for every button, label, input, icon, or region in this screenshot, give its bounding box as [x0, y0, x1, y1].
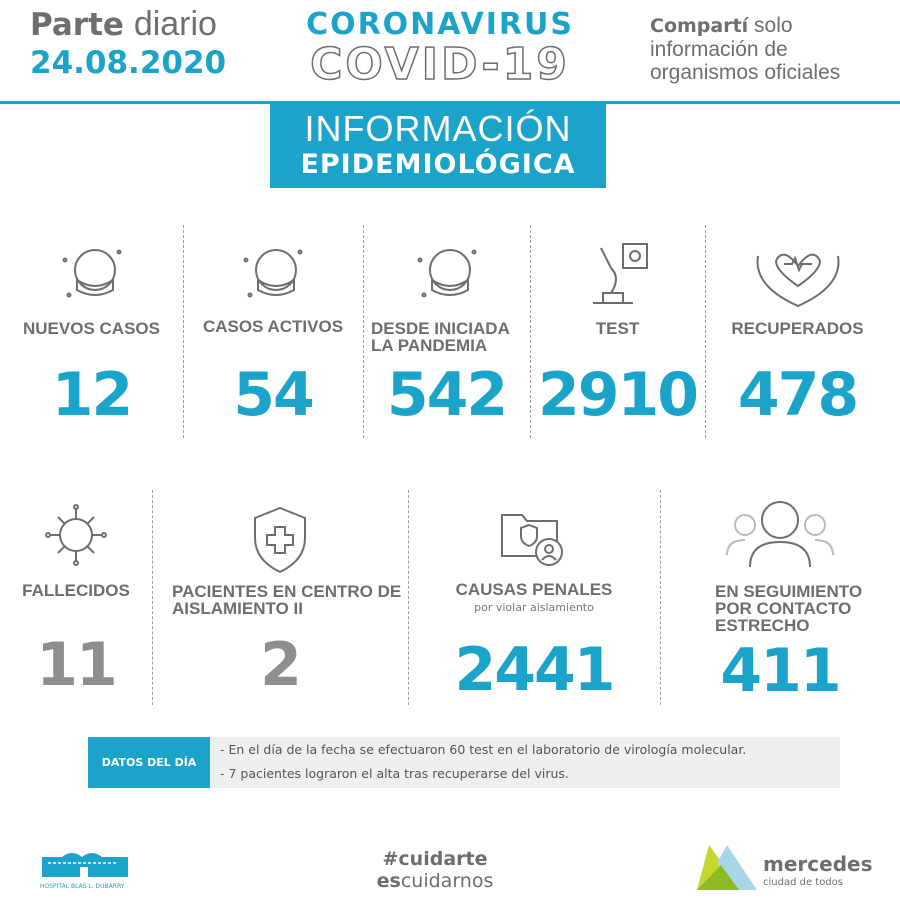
contact-people-icon: [715, 495, 845, 570]
share-bold: Compartí: [650, 15, 749, 37]
stat-label: RECUPERADOS: [731, 319, 864, 338]
stat-label: NUEVOS CASOS: [23, 319, 160, 338]
report-date: 24.08.2020: [30, 45, 227, 81]
stat-casos-activos: [183, 230, 363, 440]
hashtag-bold: es: [376, 870, 401, 892]
stat-sublabel: por violar aislamiento: [474, 601, 594, 614]
hashtag: [370, 848, 500, 892]
stat-value: 2441: [454, 635, 614, 705]
stat-value: 478: [737, 360, 858, 430]
report-title: [30, 6, 230, 83]
datos-line: - En el día de la fecha se efectuaron 60 test en el laboratorio de virología molecular.: [220, 742, 747, 757]
stat-value: 542: [386, 360, 507, 430]
virus-icon: [41, 500, 111, 570]
stat-value: 2910: [538, 360, 697, 430]
datos-line: - 7 pacientes lograron el alta tras recuperarse del virus.: [220, 766, 569, 781]
share-notice: [650, 14, 890, 84]
stat-value: 54: [233, 360, 313, 430]
datos-title: DATOS DEL DÍA: [88, 737, 210, 788]
stat-recuperados: [705, 230, 890, 440]
stat-label: DESDE INICIADA LA PANDEMIA: [371, 319, 510, 355]
stat-value: 12: [51, 360, 132, 430]
masked-face-icon: [238, 240, 308, 310]
title-light: diario: [133, 5, 217, 43]
coronavirus-heading: CORONAVIRUS: [306, 7, 574, 42]
hashtag-rest: cuidarnos: [400, 870, 494, 892]
legal-folder-icon: [494, 500, 574, 570]
stat-label: PACIENTES EN CENTRO DE AISLAMIENTO II: [172, 582, 402, 618]
stat-pacientes-aislamiento: [152, 495, 408, 705]
stat-value: 11: [36, 630, 116, 700]
stat-label: FALLECIDOS: [22, 581, 130, 600]
stat-test: [530, 230, 705, 440]
covid-title: [300, 8, 580, 88]
stat-nuevos-casos: [0, 230, 183, 440]
stat-seguimiento: [660, 495, 900, 705]
mercedes-tagline: ciudad de todos: [763, 877, 844, 888]
mercedes-mark-icon: [697, 845, 757, 890]
stat-label: CAUSAS PENALES: [455, 580, 613, 599]
stat-desde-iniciada: [363, 230, 530, 440]
banner-line1: INFORMACIÓN: [304, 108, 572, 149]
stat-causas-penales: [408, 495, 660, 705]
stat-value: 411: [720, 636, 840, 706]
mercedes-logo: [697, 845, 877, 895]
hashtag-line1: #cuidarte: [382, 848, 488, 870]
covid-heading: COVID-19: [310, 39, 570, 90]
masked-face-icon: [412, 240, 482, 310]
share-line3: organismos oficiales: [650, 61, 841, 84]
stat-label: CASOS ACTIVOS: [202, 317, 344, 336]
stat-fallecidos: [0, 495, 152, 705]
hospital-logo: [40, 845, 150, 890]
share-line2: información de: [650, 38, 788, 61]
stat-value: 2: [260, 630, 300, 700]
hands-heart-icon: [748, 236, 848, 311]
masked-face-icon: [57, 240, 127, 310]
datos-del-dia: [88, 737, 840, 788]
hospital-name: HOSPITAL BLAS L. DUBARRY: [40, 883, 125, 890]
title-bold: Parte: [30, 7, 124, 43]
stat-label: EN SEGUIMIENTO POR CONTACTO ESTRECHO: [715, 582, 863, 635]
mercedes-name: mercedes: [763, 852, 873, 876]
section-banner: [270, 101, 606, 188]
hospital-building-icon: [40, 845, 130, 877]
banner-line2: EPIDEMIOLÓGICA: [300, 149, 576, 180]
shield-cross-icon: [250, 505, 310, 575]
share-rest: solo: [754, 14, 793, 37]
microscope-icon: [583, 238, 653, 308]
stat-label: TEST: [595, 319, 640, 338]
